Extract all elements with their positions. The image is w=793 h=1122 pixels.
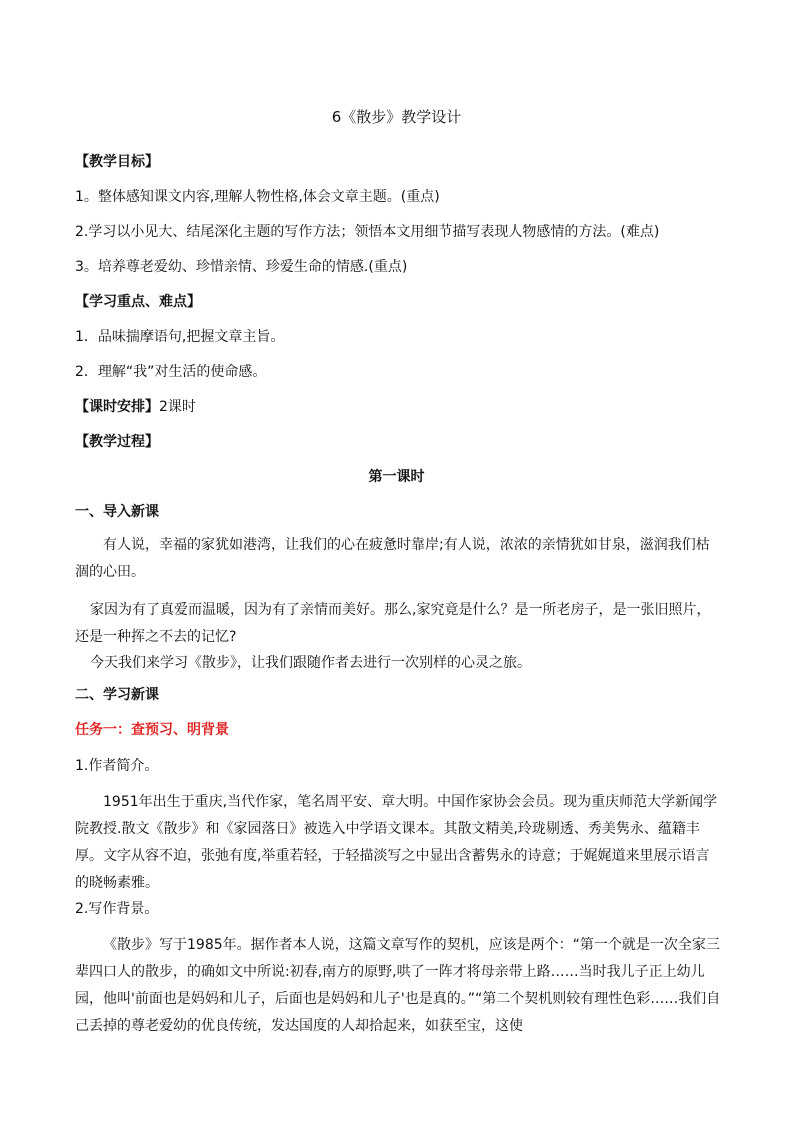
intro-paragraph-1: 有人说，幸福的家犹如港湾，让我们的心在疲惫时靠岸;有人说，浓浓的亲情犹如甘泉，滋润我们枯涸的心田。 — [75, 537, 710, 580]
goal-item-3: 3。培养尊老爱幼、珍惜亲情、珍爱生命的情感.(重点) — [75, 259, 408, 275]
goal-item-2: 2.学习以小见大、结尾深化主题的写作方法；领悟本文用细节描写表现人物感情的方法。(难点) — [75, 224, 660, 240]
process-heading: 【教学过程】 — [75, 434, 159, 450]
lesson-heading: 第一课时 — [368, 469, 425, 485]
author-paragraph: 1951年出生于重庆,当代作家，笔名周平安、章大明。中国作家协会会员。现为重庆师范大学新闻学院教授.散文《散步》和《家园落日》被选入中学语文课本。其散文精美,玲珑剔透、秀美隽永、蕴籍丰厚。文字从容不迫，张弛有度,举重若轻，于轻描淡写之中显出含蓄隽永的诗意；于娓娓道来里展示语言的晓畅素雅。 — [75, 794, 718, 891]
intro-paragraph-3: 今天我们来学习《散步》，让我们跟随作者去进行一次别样的心灵之旅。 — [90, 655, 531, 671]
goal-item-1: 1。整体感知课文内容,理解人物性格,体会文章主题。(重点) — [75, 189, 440, 205]
author-heading: 1.作者简介。 — [75, 758, 159, 774]
schedule-heading: 【课时安排】 — [75, 399, 159, 415]
task1-heading: 任务一：查预习、明背景 — [75, 722, 229, 738]
goals-heading: 【教学目标】 — [75, 154, 159, 170]
section2-heading: 二、学习新课 — [75, 687, 159, 703]
background-heading: 2.写作背景。 — [75, 901, 159, 917]
background-paragraph: 《散步》写于1985年。据作者本人说，这篇文章写作的契机，应该是两个：“第一个就是一次全家三辈四口人的散步，的确如文中所说:初春,南方的原野,哄了一阵才将母亲带上路……当时我儿子正上幼儿园，他叫'前面也是妈妈和儿子，后面也是妈妈和儿子'也是真的。”“第二个契机则较有理性色彩……我们自己丢掉的尊老爱幼的优良传统，发达国度的人却拾起来，如获至宝，这使 — [75, 937, 721, 1034]
keypoint-item-1: 1．品味揣摩语句,把握文章主旨。 — [75, 329, 285, 345]
intro-paragraph-2: 家因为有了真爱而温暖，因为有了亲情而美好。那么,家究竟是什么？是一所老房子，是一张旧照片，还是一种挥之不去的记忆? — [75, 602, 711, 645]
schedule-line — [75, 398, 721, 416]
keypoints-heading: 【学习重点、难点】 — [75, 294, 201, 310]
section1-heading: 一、导入新课 — [75, 504, 159, 520]
keypoint-item-2: 2．理解“我”对生活的使命感。 — [75, 364, 267, 380]
page-title: 6《散步》教学设计 — [331, 108, 462, 126]
schedule-value: 2课时 — [159, 399, 196, 415]
